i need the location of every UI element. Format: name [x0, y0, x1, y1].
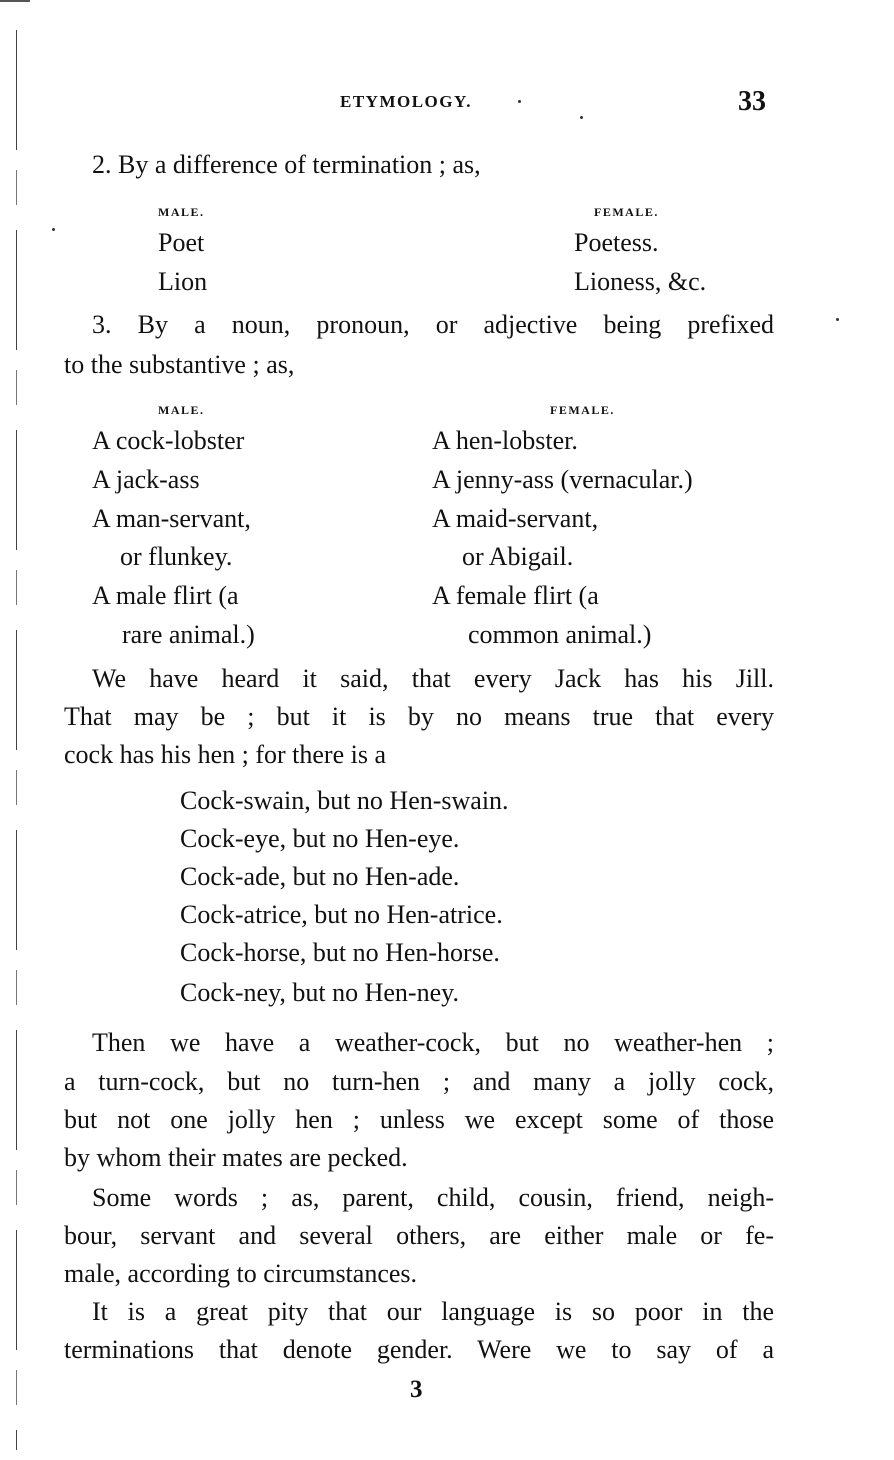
- section3-male-6: rare animal.): [122, 620, 255, 649]
- section3-female-3: A maid-servant,: [432, 504, 599, 533]
- signature-mark: 3: [410, 1376, 423, 1403]
- para3-line1: Some words ; as, parent, child, cousin, friend, neigh-: [92, 1183, 774, 1212]
- para2-line1: Then we have a weather-cock, but no weather-hen ;: [92, 1028, 774, 1057]
- para4-line1: It is a great pity that our language is so poor in the: [92, 1297, 774, 1326]
- cock-list-item-3: Cock-ade, but no Hen-ade.: [180, 862, 460, 891]
- section3-male-2: A jack-ass: [92, 465, 200, 494]
- para2-line4: by whom their mates are pecked.: [64, 1143, 408, 1172]
- page-number: 33: [738, 86, 766, 117]
- section3-female-2: A jenny-ass (vernacular.): [432, 465, 693, 494]
- section2-label-female: FEMALE.: [594, 205, 659, 219]
- scan-speck: [52, 228, 55, 231]
- running-head: [0, 86, 894, 120]
- binding-edge: [16, 30, 17, 1450]
- scan-speck: [836, 318, 839, 321]
- para1-line3: cock has his hen ; for there is a: [64, 740, 387, 769]
- scan-speck: [580, 116, 583, 119]
- section3-male-5: A male flirt (a: [92, 581, 239, 610]
- section3-female-4: or Abigail.: [462, 542, 574, 571]
- section3-male-4: or flunkey.: [120, 542, 233, 571]
- section2-label-male: MALE.: [158, 205, 205, 219]
- scan-speck: [518, 100, 521, 103]
- section3-intro-line1: 3. By a noun, pronoun, or adjective being prefixed: [92, 310, 774, 339]
- section2-female-1: Poetess.: [574, 228, 659, 257]
- cock-list-item-1: Cock-swain, but no Hen-swain.: [180, 786, 509, 815]
- section3-male-1: A cock-lobster: [92, 426, 245, 455]
- para3-line2: bour, servant and several others, are either male or fe-: [64, 1221, 774, 1250]
- section3-label-male: MALE.: [158, 403, 205, 417]
- para4-line2: terminations that denote gender. Were we to say of a: [64, 1335, 774, 1364]
- cock-list-item-6: Cock-ney, but no Hen-ney.: [180, 978, 459, 1007]
- section2-female-2: Lioness, &c.: [574, 267, 707, 296]
- para3-line3: male, according to circumstances.: [64, 1259, 418, 1288]
- section3-female-6: common animal.): [468, 620, 652, 649]
- section2-male-2: Lion: [158, 267, 208, 296]
- section3-intro-line2: to the substantive ; as,: [64, 350, 295, 379]
- scan-corner-mark: [0, 0, 30, 2]
- para1-line2: That may be ; but it is by no means true that every: [64, 702, 774, 731]
- para2-line3: but not one jolly hen ; unless we except some of those: [64, 1105, 774, 1134]
- para1-line1: We have heard it said, that every Jack has his Jill.: [92, 664, 774, 693]
- running-head-title: ETYMOLOGY.: [340, 92, 472, 111]
- para2-line2: a turn-cock, but no turn-hen ; and many a jolly cock,: [64, 1067, 774, 1096]
- section3-female-1: A hen-lobster.: [432, 426, 578, 455]
- section2-male-1: Poet: [158, 228, 205, 257]
- section3-male-3: A man-servant,: [92, 504, 251, 533]
- section3-female-5: A female flirt (a: [432, 581, 599, 610]
- section2-intro: 2. By a difference of termination ; as,: [92, 150, 481, 179]
- cock-list-item-2: Cock-eye, but no Hen-eye.: [180, 824, 460, 853]
- cock-list-item-5: Cock-horse, but no Hen-horse.: [180, 938, 500, 967]
- cock-list-item-4: Cock-atrice, but no Hen-atrice.: [180, 900, 503, 929]
- section3-label-female: FEMALE.: [550, 403, 615, 417]
